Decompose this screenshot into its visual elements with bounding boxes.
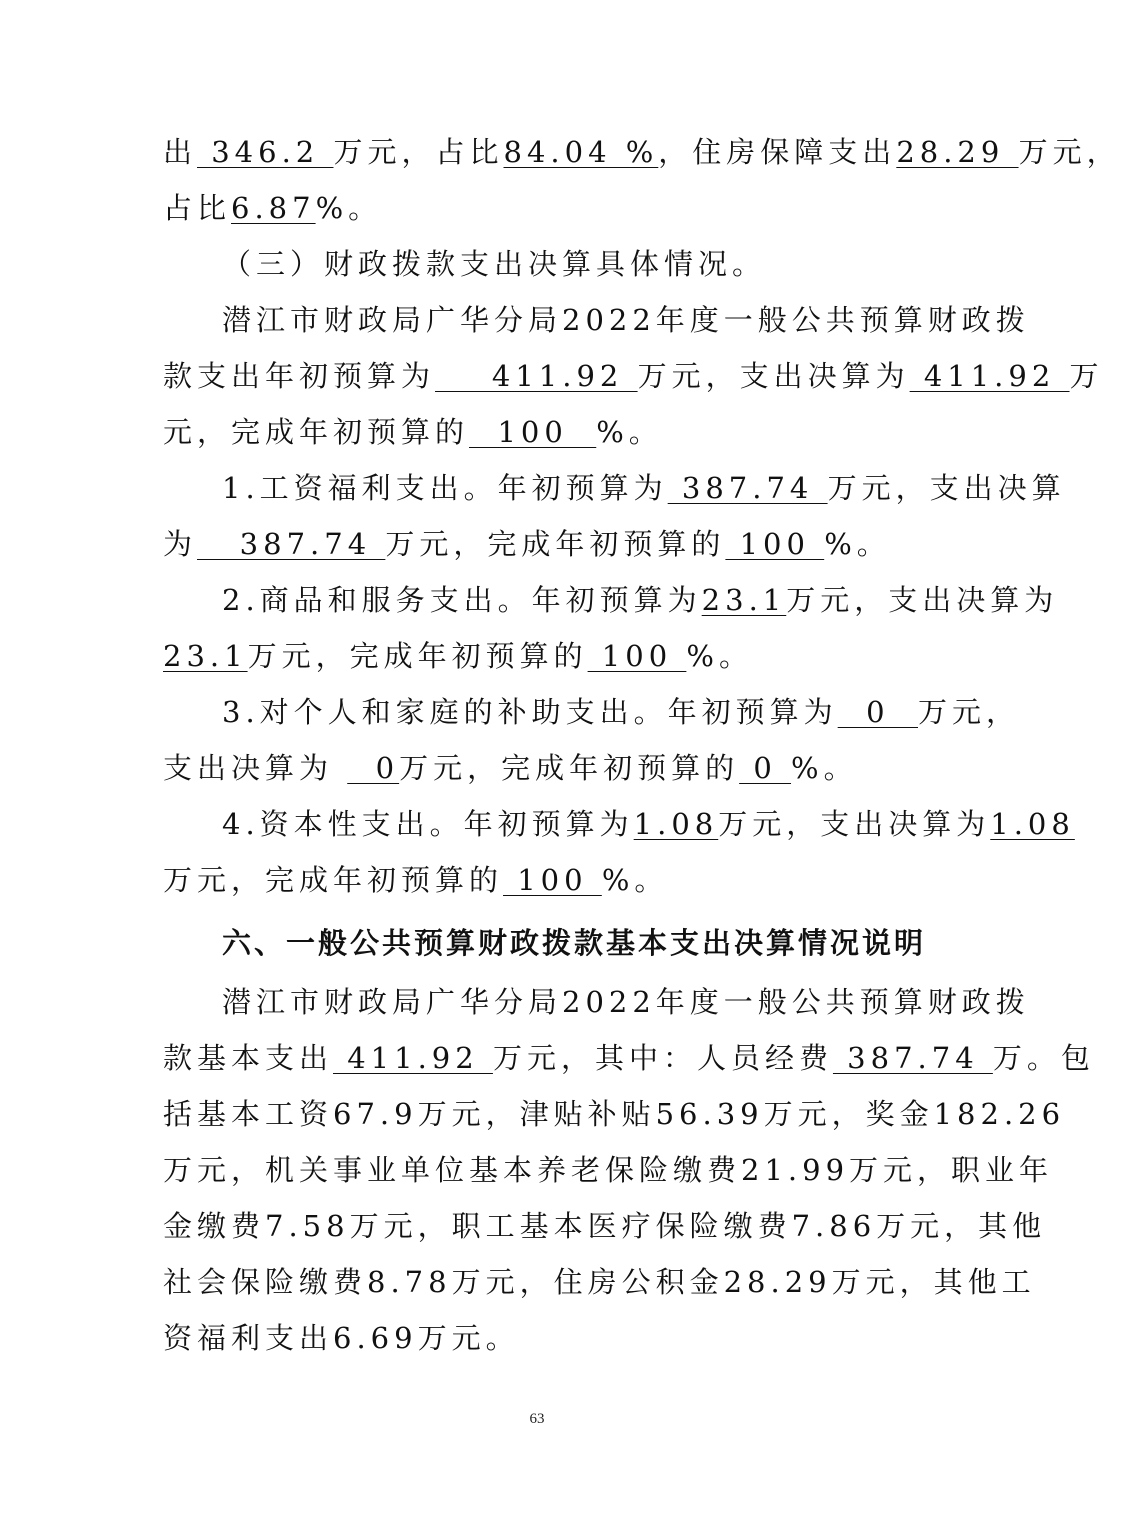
text-run: 万元，支出决算为 [637, 359, 910, 393]
underlined-value: 387.74 [197, 527, 386, 561]
text-run: 款支出年初预算为 [163, 359, 436, 393]
underlined-value: 23.1 [701, 583, 787, 617]
text-run: ，住房保障支出 [658, 135, 897, 169]
text-run: %。 [601, 863, 669, 897]
underlined-value: 100 [725, 527, 825, 561]
text-run: 2.商品和服务支出。年初预算为 [222, 583, 702, 617]
underlined-value: 23.1 [163, 639, 248, 673]
list-item-line [222, 806, 1075, 842]
text-run: 出 [163, 135, 198, 169]
underlined-value: 1.08 [633, 807, 719, 841]
underlined-value: 387.74 [667, 471, 828, 505]
list-item-line [222, 694, 1021, 730]
underlined-value: 0 [837, 695, 918, 729]
text-run: 万元，完成年初预算的 [163, 863, 504, 897]
text-run: %。 [596, 415, 663, 449]
underlined-value: 100 [469, 415, 597, 449]
text-run: 元，完成年初预算的 [163, 415, 470, 449]
list-item-line [163, 750, 923, 786]
underlined-value: 411.92 [909, 359, 1070, 393]
underlined-value: 84.04 % [503, 135, 659, 169]
list-item-line [163, 862, 923, 898]
underlined-value: 100 [503, 863, 602, 897]
text-run: 万元，占比 [333, 135, 504, 169]
paragraph-line [163, 134, 1121, 170]
text-run: 万元，完成年初预算的 [399, 751, 740, 785]
underlined-value: 100 [587, 639, 687, 673]
text-run: %。 [824, 527, 891, 561]
text-run: %。 [686, 639, 753, 673]
list-item-line [222, 470, 1066, 506]
text-run: 万元， [1018, 135, 1121, 169]
text-run: 万 [1069, 359, 1104, 393]
underlined-value: 346.2 [197, 135, 334, 169]
paragraph-line [163, 190, 923, 226]
page-number: 63 [529, 1411, 545, 1427]
text-run: 万元，完成年初预算的 [385, 527, 726, 561]
underlined-value: 0 [347, 751, 400, 785]
paragraph-line: 潜江市财政局广华分局2022年度一般公共预算财政拨 [222, 985, 1030, 1019]
list-item-line [163, 526, 923, 562]
underlined-value: 6.87 [231, 191, 316, 225]
text-run: 万元，支出决算 [827, 471, 1066, 505]
paragraph-line [163, 1040, 1095, 1076]
paragraph-line: 括基本工资67.9万元，津贴补贴56.39万元，奖金182.26 [163, 1097, 1066, 1131]
text-run: 万元，支出决算为 [718, 807, 991, 841]
text-run: %。 [315, 191, 383, 225]
underlined-value: 387.74 [832, 1041, 993, 1075]
text-run: 占比 [163, 191, 232, 225]
underlined-value: 411.92 [333, 1041, 493, 1075]
list-item-line [163, 638, 923, 674]
text-run: 4.资本性支出。年初预算为 [222, 807, 634, 841]
paragraph-line: 潜江市财政局广华分局2022年度一般公共预算财政拨 [222, 303, 1030, 337]
section-heading: （三）财政拨款支出决算具体情况。 [222, 247, 767, 281]
underlined-value: 0 [739, 751, 792, 785]
text-run: 万。包 [992, 1041, 1095, 1075]
text-run: 款基本支出 [163, 1041, 334, 1075]
text-run: 1.工资福利支出。年初预算为 [222, 471, 668, 505]
paragraph-line: 社会保险缴费8.78万元，住房公积金28.29万元，其他工 [163, 1265, 1036, 1299]
paragraph-line [163, 414, 923, 450]
text-run: 万元，支出决算为 [786, 583, 1059, 617]
paragraph-line: 金缴费7.58万元，职工基本医疗保险缴费7.86万元，其他 [163, 1209, 1047, 1243]
text-run: 支出决算为 [163, 751, 348, 785]
section-heading: 六、一般公共预算财政拨款基本支出决算情况说明 [222, 926, 927, 960]
list-item-line [222, 582, 1059, 618]
paragraph-line [163, 358, 1104, 394]
text-run: 万元，其中：人员经费 [492, 1041, 833, 1075]
paragraph-line: 万元，机关事业单位基本养老保险缴费21.99万元，职业年 [163, 1153, 1054, 1187]
text-run: 万元，完成年初预算的 [247, 639, 588, 673]
text-run: 为 [163, 527, 198, 561]
underlined-value: 1.08 [990, 807, 1075, 841]
text-run: 3.对个人和家庭的补助支出。年初预算为 [222, 695, 838, 729]
paragraph-line: 资福利支出6.69万元。 [163, 1321, 520, 1355]
underlined-value: 28.29 [896, 135, 1019, 169]
underlined-value: 411.92 [435, 359, 638, 393]
text-run: %。 [791, 751, 858, 785]
text-run: 万元， [918, 695, 1021, 729]
